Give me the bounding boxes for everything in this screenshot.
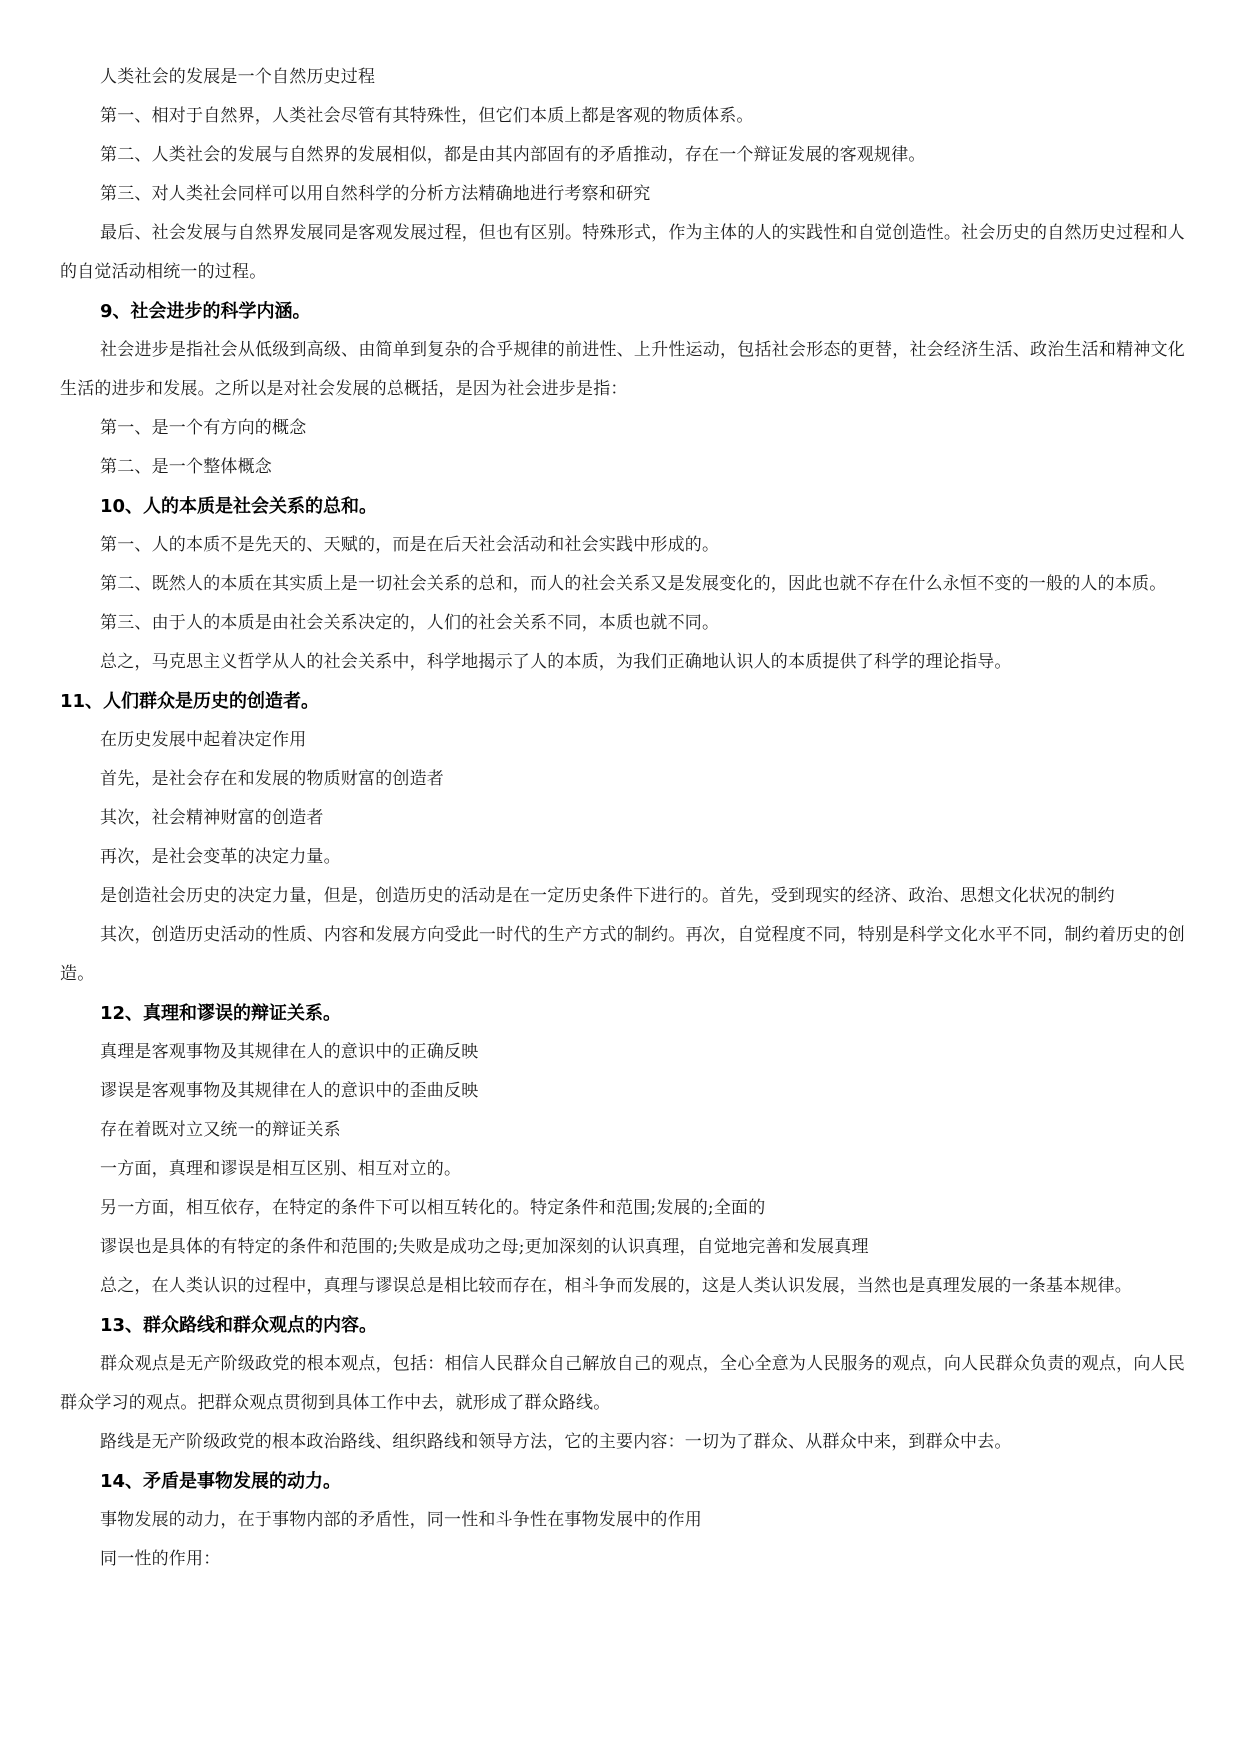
section-heading: 13、群众路线和群众观点的内容。: [100, 1315, 378, 1336]
paragraph: 谬误也是具体的有特定的条件和范围的;失败是成功之母;更加深刻的认识真理，自觉地完善和发展真理: [100, 1237, 869, 1257]
paragraph: 社会进步是指社会从低级到高级、由简单到复杂的合乎规律的前进性、上升性运动，包括社会形态的更替，社会经济生活、政治生活和精神文化生活的进步和发展。之所以是对社会发展的总概括，是因为社会进步是指：: [60, 340, 1185, 399]
paragraph: 是创造社会历史的决定力量，但是，创造历史的活动是在一定历史条件下进行的。首先，受到现实的经济、政治、思想文化状况的制约: [100, 886, 1115, 906]
section-heading: 11、人们群众是历史的创造者。: [60, 691, 320, 712]
paragraph: 第二、既然人的本质在其实质上是一切社会关系的总和，而人的社会关系又是发展变化的，因此也就不存在什么永恒不变的一般的人的本质。: [100, 574, 1167, 594]
paragraph: 第一、相对于自然界，人类社会尽管有其特殊性，但它们本质上都是客观的物质体系。: [100, 106, 754, 126]
paragraph: 第二、是一个整体概念: [100, 457, 272, 477]
paragraph: 同一性的作用：: [100, 1549, 221, 1569]
paragraph: 另一方面，相互依存，在特定的条件下可以相互转化的。特定条件和范围;发展的;全面的: [100, 1198, 766, 1218]
paragraph: 群众观点是无产阶级政党的根本观点，包括：相信人民群众自己解放自己的观点，全心全意为人民服务的观点，向人民群众负责的观点，向人民群众学习的观点。把群众观点贯彻到具体工作中去，就形成了群众路线。: [60, 1354, 1185, 1413]
section-heading: 14、矛盾是事物发展的动力。: [100, 1471, 342, 1492]
paragraph: 第三、对人类社会同样可以用自然科学的分析方法精确地进行考察和研究: [100, 184, 651, 204]
paragraph: 最后、社会发展与自然界发展同是客观发展过程，但也有区别。特殊形式，作为主体的人的实践性和自觉创造性。社会历史的自然历史过程和人的自觉活动相统一的过程。: [60, 223, 1185, 282]
paragraph: 在历史发展中起着决定作用: [100, 730, 307, 750]
paragraph: 首先，是社会存在和发展的物质财富的创造者: [100, 769, 444, 789]
paragraph: 第二、人类社会的发展与自然界的发展相似，都是由其内部固有的矛盾推动，存在一个辩证发展的客观规律。: [100, 145, 926, 165]
paragraph: 第三、由于人的本质是由社会关系决定的，人们的社会关系不同，本质也就不同。: [100, 613, 720, 633]
paragraph: 第一、人的本质不是先天的、天赋的，而是在后天社会活动和社会实践中形成的。: [100, 535, 720, 555]
paragraph: 存在着既对立又统一的辩证关系: [100, 1120, 341, 1140]
paragraph: 其次，社会精神财富的创造者: [100, 808, 324, 828]
paragraph: 一方面，真理和谬误是相互区别、相互对立的。: [100, 1159, 462, 1179]
section-heading: 10、人的本质是社会关系的总和。: [100, 496, 378, 517]
section-heading: 12、真理和谬误的辩证关系。: [100, 1003, 342, 1024]
paragraph: 总之，马克思主义哲学从人的社会关系中，科学地揭示了人的本质，为我们正确地认识人的本质提供了科学的理论指导。: [100, 652, 1012, 672]
paragraph: 路线是无产阶级政党的根本政治路线、组织路线和领导方法，它的主要内容：一切为了群众、从群众中来，到群众中去。: [100, 1432, 1012, 1452]
section-heading: 9、社会进步的科学内涵。: [100, 301, 311, 322]
paragraph: 人类社会的发展是一个自然历史过程: [100, 67, 376, 87]
paragraph: 事物发展的动力，在于事物内部的矛盾性，同一性和斗争性在事物发展中的作用: [100, 1510, 702, 1530]
paragraph: 总之，在人类认识的过程中，真理与谬误总是相比较而存在，相斗争而发展的，这是人类认识发展，当然也是真理发展的一条基本规律。: [100, 1276, 1132, 1296]
paragraph: 第一、是一个有方向的概念: [100, 418, 307, 438]
paragraph: 谬误是客观事物及其规律在人的意识中的歪曲反映: [100, 1081, 479, 1101]
paragraph: 再次，是社会变革的决定力量。: [100, 847, 341, 867]
paragraph: 真理是客观事物及其规律在人的意识中的正确反映: [100, 1042, 479, 1062]
paragraph: 其次，创造历史活动的性质、内容和发展方向受此一时代的生产方式的制约。再次，自觉程度不同，特别是科学文化水平不同，制约着历史的创造。: [60, 925, 1185, 984]
document-page: [60, 58, 1185, 1579]
